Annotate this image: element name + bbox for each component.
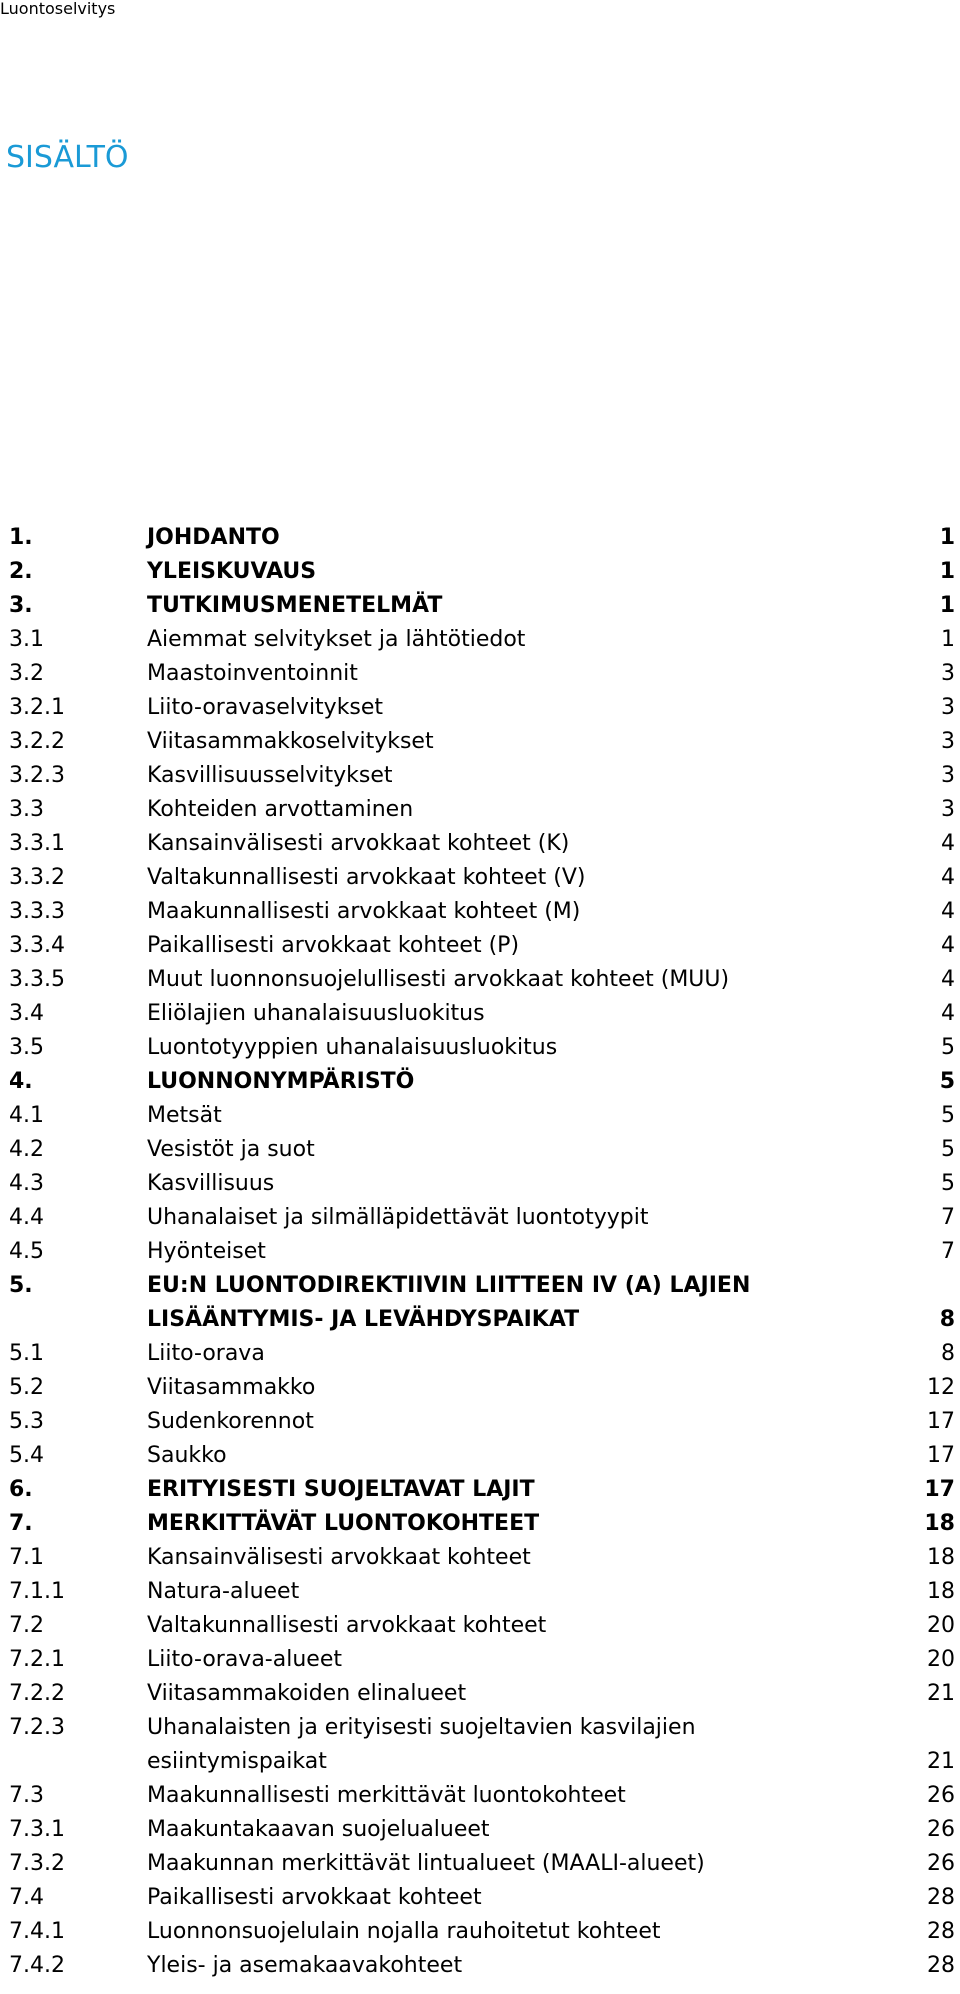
toc-entry-number: 3.3.1	[9, 831, 65, 856]
toc-entry-title: Uhanalaisten ja erityisesti suojeltavien kasvilajien esiintymispaikat	[147, 1715, 696, 1774]
toc-entry-title: ERITYISESTI SUOJELTAVAT LAJIT	[147, 1477, 535, 1502]
toc-entry-title: Sudenkorennot	[147, 1409, 314, 1434]
toc-entry[interactable]	[9, 725, 955, 759]
toc-entry[interactable]	[9, 1643, 955, 1677]
toc-entry-number: 7.1.1	[9, 1579, 65, 1604]
toc-entry-title: Viitasammakoiden elinalueet	[147, 1681, 467, 1706]
toc-entry[interactable]	[9, 963, 955, 997]
toc-entry-number: 7.4.1	[9, 1919, 65, 1944]
toc-entry-page: 7	[941, 1205, 955, 1230]
toc-entry[interactable]	[9, 1405, 955, 1439]
toc-entry[interactable]	[9, 1507, 955, 1541]
toc-entry[interactable]	[9, 1541, 955, 1575]
toc-entry-number: 3.2.2	[9, 729, 65, 754]
toc-entry-page: 5	[941, 1171, 955, 1196]
toc-entry[interactable]	[9, 861, 955, 895]
toc-entry-page: 4	[941, 933, 955, 958]
toc-entry-page: 4	[941, 865, 955, 890]
toc-entry-number: 7.3	[9, 1783, 44, 1808]
toc-entry-page: 21	[927, 1749, 955, 1774]
toc-entry-title: YLEISKUVAUS	[147, 559, 317, 584]
toc-entry-page: 26	[927, 1817, 955, 1842]
toc-entry[interactable]	[9, 1133, 955, 1167]
toc-entry-page: 4	[941, 967, 955, 992]
toc-entry-page: 18	[927, 1579, 955, 1604]
toc-entry-page: 1	[939, 593, 955, 618]
toc-entry[interactable]	[9, 1949, 955, 1983]
toc-entry[interactable]	[9, 1099, 955, 1133]
toc-entry-page: 17	[927, 1443, 955, 1468]
toc-entry-number: 3.4	[9, 1001, 44, 1026]
toc-entry-page: 18	[924, 1511, 955, 1536]
toc-entry-title: Viitasammakkoselvitykset	[147, 729, 434, 754]
toc-entry-page: 5	[941, 1103, 955, 1128]
toc-entry[interactable]	[9, 1473, 955, 1507]
toc-entry-page: 8	[941, 1341, 955, 1366]
toc-entry-title: Kasvillisuus	[147, 1171, 275, 1196]
toc-entry-page: 28	[927, 1919, 955, 1944]
toc-entry-page: 3	[941, 661, 955, 686]
toc-entry[interactable]	[9, 691, 955, 725]
toc-entry-title: Viitasammakko	[147, 1375, 316, 1400]
toc-entry-title: Maakuntakaavan suojelualueet	[147, 1817, 490, 1842]
toc-entry-number: 4.3	[9, 1171, 44, 1196]
toc-entry-number: 3.1	[9, 627, 44, 652]
toc-entry[interactable]	[9, 1371, 955, 1405]
toc-entry-title: Luonnonsuojelulain nojalla rauhoitetut kohteet	[147, 1919, 661, 1944]
toc-entry-number: 7.2.1	[9, 1647, 65, 1672]
toc-entry-number: 3.3	[9, 797, 44, 822]
toc-entry-number: 4.1	[9, 1103, 44, 1128]
toc-entry[interactable]	[9, 589, 955, 623]
toc-entry-number: 2.	[9, 559, 33, 584]
toc-entry-page: 1	[939, 559, 955, 584]
toc-entry-title: Uhanalaiset ja silmälläpidettävät luontotyypit	[147, 1205, 649, 1230]
toc-entry-number: 7.4.2	[9, 1953, 65, 1978]
toc-entry-title: Maakunnallisesti merkittävät luontokohteet	[147, 1783, 626, 1808]
toc-entry-number: 4.2	[9, 1137, 44, 1162]
toc-entry-title: LUONNONYMPÄRISTÖ	[147, 1069, 415, 1094]
toc-entry-title: Maakunnan merkittävät lintualueet (MAALI-alueet)	[147, 1851, 705, 1876]
toc-entry-title: Vesistöt ja suot	[147, 1137, 315, 1162]
toc-entry-title: Aiemmat selvitykset ja lähtötiedot	[147, 627, 526, 652]
toc-entry-page: 8	[939, 1307, 955, 1332]
toc-entry[interactable]	[9, 1167, 955, 1201]
toc-entry-page: 3	[941, 695, 955, 720]
toc-entry[interactable]	[9, 1269, 955, 1337]
toc-entry-page: 17	[927, 1409, 955, 1434]
toc-entry-page: 5	[941, 1137, 955, 1162]
toc-entry-title: EU:N LUONTODIREKTIIVIN LIITTEEN IV (A) LAJIEN LISÄÄNTYMIS- JA LEVÄHDYSPAIKAT	[147, 1273, 751, 1332]
toc-entry-title: Maakunnallisesti arvokkaat kohteet (M)	[147, 899, 581, 924]
toc-entry[interactable]	[9, 555, 955, 589]
toc-entry-number: 3.3.4	[9, 933, 65, 958]
toc-entry-title: Yleis- ja asemakaavakohteet	[147, 1953, 463, 1978]
toc-entry-number: 7.2	[9, 1613, 44, 1638]
toc-entry-page: 5	[939, 1069, 955, 1094]
toc-entry-page: 7	[941, 1239, 955, 1264]
toc-entry[interactable]	[9, 929, 955, 963]
toc-entry[interactable]	[9, 1609, 955, 1643]
toc-entry[interactable]	[9, 759, 955, 793]
toc-entry-page: 28	[927, 1953, 955, 1978]
toc-entry-number: 4.5	[9, 1239, 44, 1264]
toc-entry-title: Eliölajien uhanalaisuusluokitus	[147, 1001, 485, 1026]
toc-entry-title: Paikallisesti arvokkaat kohteet (P)	[147, 933, 520, 958]
toc-entry-number: 3.3.3	[9, 899, 65, 924]
toc-entry-page: 26	[927, 1783, 955, 1808]
toc-entry-number: 5.	[9, 1273, 33, 1298]
toc-entry[interactable]	[9, 1915, 955, 1949]
toc-entry-number: 6.	[9, 1477, 33, 1502]
toc-entry-page: 28	[927, 1885, 955, 1910]
toc-entry-title: Liito-orava-alueet	[147, 1647, 342, 1672]
toc-entry-page: 3	[941, 797, 955, 822]
toc-entry-title: Valtakunnallisesti arvokkaat kohteet	[147, 1613, 547, 1638]
toc-entry[interactable]	[9, 657, 955, 691]
toc-entry-number: 7.4	[9, 1885, 44, 1910]
toc-entry-page: 20	[927, 1613, 955, 1638]
toc-entry-number: 3.5	[9, 1035, 44, 1060]
toc-entry-title: Natura-alueet	[147, 1579, 300, 1604]
toc-entry-number: 3.2	[9, 661, 44, 686]
toc-entry-title: Kansainvälisesti arvokkaat kohteet	[147, 1545, 531, 1570]
toc-entry[interactable]	[9, 1439, 955, 1473]
toc-entry-number: 3.2.3	[9, 763, 65, 788]
toc-entry[interactable]	[9, 895, 955, 929]
toc-entry[interactable]	[9, 1575, 955, 1609]
toc-entry[interactable]	[9, 827, 955, 861]
running-header: Luontoselvitys	[0, 0, 116, 18]
toc-entry-title: Luontotyyppien uhanalaisuusluokitus	[147, 1035, 558, 1060]
toc-entry-title: Hyönteiset	[147, 1239, 266, 1264]
toc-entry-title: Saukko	[147, 1443, 227, 1468]
toc-entry-title: Paikallisesti arvokkaat kohteet	[147, 1885, 482, 1910]
page-title: SISÄLTÖ	[6, 140, 129, 175]
toc-entry-number: 4.4	[9, 1205, 44, 1230]
toc-entry-number: 5.3	[9, 1409, 44, 1434]
toc-entry-number: 3.3.5	[9, 967, 65, 992]
toc-entry-number: 7.2.2	[9, 1681, 65, 1706]
toc-entry-title: Liito-oravaselvitykset	[147, 695, 384, 720]
toc-entry-page: 21	[927, 1681, 955, 1706]
toc-entry[interactable]	[9, 1201, 955, 1235]
toc-entry-page: 20	[927, 1647, 955, 1672]
toc-entry[interactable]	[9, 1881, 955, 1915]
toc-entry-page: 4	[941, 899, 955, 924]
toc-entry[interactable]	[9, 623, 955, 657]
toc-entry[interactable]	[9, 1031, 955, 1065]
toc-entry-page: 5	[941, 1035, 955, 1060]
toc-entry-title: Kansainvälisesti arvokkaat kohteet (K)	[147, 831, 570, 856]
toc-entry-page: 18	[927, 1545, 955, 1570]
toc-entry-number: 7.1	[9, 1545, 44, 1570]
toc-entry-title: Muut luonnonsuojelullisesti arvokkaat kohteet (MUU)	[147, 967, 730, 992]
toc-entry-title: Valtakunnallisesti arvokkaat kohteet (V)	[147, 865, 586, 890]
toc-entry[interactable]	[9, 1779, 955, 1813]
toc-entry-title: TUTKIMUSMENETELMÄT	[147, 593, 443, 618]
table-of-contents	[9, 521, 955, 1983]
toc-entry[interactable]	[9, 1235, 955, 1269]
toc-entry-number: 7.2.3	[9, 1715, 65, 1740]
toc-entry-page: 4	[941, 1001, 955, 1026]
toc-entry-number: 3.2.1	[9, 695, 65, 720]
toc-entry[interactable]	[9, 1677, 955, 1711]
toc-entry[interactable]	[9, 1813, 955, 1847]
toc-entry-title: Maastoinventoinnit	[147, 661, 358, 686]
toc-entry-page: 3	[941, 729, 955, 754]
toc-entry-number: 3.	[9, 593, 33, 618]
toc-entry-title: Liito-orava	[147, 1341, 265, 1366]
toc-entry[interactable]	[9, 521, 955, 555]
toc-entry-number: 5.1	[9, 1341, 44, 1366]
toc-entry-title: JOHDANTO	[147, 525, 280, 550]
toc-entry-number: 7.3.2	[9, 1851, 65, 1876]
toc-entry-page: 4	[941, 831, 955, 856]
toc-entry-page: 26	[927, 1851, 955, 1876]
toc-entry-title: Kasvillisuusselvitykset	[147, 763, 393, 788]
toc-entry-title: Kohteiden arvottaminen	[147, 797, 414, 822]
toc-entry-page: 12	[927, 1375, 955, 1400]
toc-entry[interactable]	[9, 1065, 955, 1099]
toc-entry-number: 7.	[9, 1511, 33, 1536]
toc-entry-page: 17	[924, 1477, 955, 1502]
toc-entry-number: 3.3.2	[9, 865, 65, 890]
toc-entry-number: 4.	[9, 1069, 33, 1094]
toc-entry-page: 1	[941, 627, 955, 652]
toc-entry-number: 7.3.1	[9, 1817, 65, 1842]
toc-entry[interactable]	[9, 1711, 955, 1779]
toc-entry-number: 1.	[9, 525, 33, 550]
toc-entry-page: 3	[941, 763, 955, 788]
toc-entry[interactable]	[9, 997, 955, 1031]
toc-entry-title: Metsät	[147, 1103, 222, 1128]
toc-entry-number: 5.4	[9, 1443, 44, 1468]
toc-entry-title: MERKITTÄVÄT LUONTOKOHTEET	[147, 1511, 540, 1536]
toc-entry-page: 1	[939, 525, 955, 550]
toc-entry[interactable]	[9, 1337, 955, 1371]
toc-entry[interactable]	[9, 1847, 955, 1881]
toc-entry[interactable]	[9, 793, 955, 827]
toc-entry-number: 5.2	[9, 1375, 44, 1400]
